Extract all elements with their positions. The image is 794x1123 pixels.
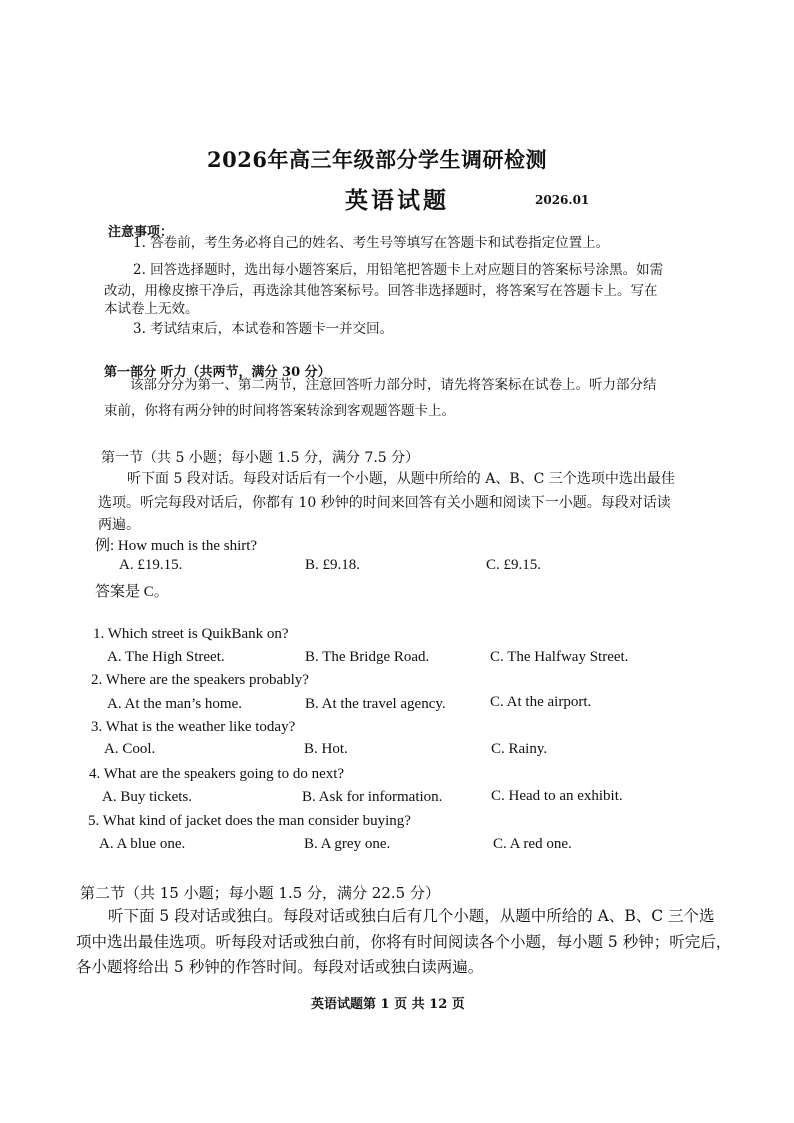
question-5: 5. What kind of jacket does the man consider buying? — [88, 813, 411, 829]
notes-item-2-line-1: 2. 回答选择题时，选出每小题答案后，用铅笔把答题卡上对应题目的答案标号涂黑。如需 — [133, 262, 664, 278]
part1-desc-line-1: 该部分分为第一、第二两节，注意回答听力部分时，请先将答案标在试卷上。听力部分结 — [130, 377, 657, 393]
example-answer: 答案是 C。 — [95, 584, 169, 600]
example-option-b: B. £9.18. — [305, 557, 361, 573]
question-1-option-b: B. The Bridge Road. — [305, 649, 430, 665]
notes-heading: 注意事项： — [108, 225, 174, 240]
question-5-option-b: B. A grey one. — [304, 836, 391, 852]
question-5-option-c: C. A red one. — [493, 836, 572, 852]
section1-desc-line-2: 选项。听完每段对话后，你都有 10 秒钟的时间来回答有关小题和阅读下一小题。每段对话读 — [98, 495, 671, 511]
question-1-option-c: C. The Halfway Street. — [490, 649, 629, 665]
section2-desc-line-2: 项中选出最佳选项。听每段对话或独白前，你将有时间阅读各个小题，每小题 5 秒钟；听完后， — [76, 933, 732, 951]
notes-item-1: 1. 答卷前，考生务必将自己的姓名、考生号等填写在答题卡和试卷指定位置上。 — [133, 235, 610, 251]
question-4-option-b: B. Ask for information. — [302, 789, 443, 805]
question-2: 2. Where are the speakers probably? — [91, 672, 309, 688]
question-5-option-a: A. A blue one. — [99, 836, 186, 852]
section2-heading: 第二节（共 15 小题；每小题 1.5 分，满分 22.5 分） — [80, 884, 440, 902]
question-3-option-c: C. Rainy. — [491, 741, 548, 757]
example-option-c: C. £9.15. — [486, 557, 542, 573]
question-3: 3. What is the weather like today? — [91, 719, 296, 735]
question-1-option-a: A. The High Street. — [107, 649, 225, 665]
exam-subtitle: 英语试题 — [345, 187, 449, 214]
section2-desc-line-1: 听下面 5 段对话或独白。每段对话或独白后有几个小题，从题中所给的 A、B、C 三个选 — [108, 907, 715, 925]
part1-desc-line-2: 束前，你将有两分钟的时间将答案转涂到客观题答题卡上。 — [104, 403, 455, 419]
example-option-a: A. £19.15. — [119, 557, 183, 573]
notes-item-2-line-3: 本试卷上无效。 — [104, 301, 199, 317]
exam-title: 2026年高三年级部分学生调研检测 — [207, 147, 547, 172]
question-2-option-a: A. At the man’s home. — [107, 696, 242, 712]
section1-desc-line-3: 两遍。 — [98, 517, 140, 533]
part1-heading: 第一部分 听力（共两节，满分 30 分） — [104, 365, 331, 380]
notes-item-2-line-2: 改动，用橡皮擦干净后，再选涂其他答案标号。回答非选择题时，将答案写在答题卡上。写在 — [104, 283, 658, 299]
notes-item-3: 3. 考试结束后，本试卷和答题卡一并交回。 — [133, 321, 394, 337]
question-2-option-b: B. At the travel agency. — [305, 696, 446, 712]
page-footer: 英语试题第 1 页 共 12 页 — [311, 997, 465, 1012]
question-3-option-a: A. Cool. — [104, 741, 156, 757]
exam-date: 2026.01 — [535, 193, 590, 207]
section2-desc-line-3: 各小题将给出 5 秒钟的作答时间。每段对话或独白读两遍。 — [76, 958, 484, 976]
example-question: 例: How much is the shirt? — [95, 538, 258, 554]
question-4-option-a: A. Buy tickets. — [102, 789, 192, 805]
question-4-option-c: C. Head to an exhibit. — [491, 788, 623, 804]
question-1: 1. Which street is QuikBank on? — [93, 626, 289, 642]
question-2-option-c: C. At the airport. — [490, 694, 592, 710]
question-3-option-b: B. Hot. — [304, 741, 348, 757]
section1-heading: 第一节（共 5 小题；每小题 1.5 分，满分 7.5 分） — [101, 450, 420, 466]
section1-desc-line-1: 听下面 5 段对话。每段对话后有一个小题，从题中所给的 A、B、C 三个选项中选出最佳 — [127, 471, 675, 487]
question-4: 4. What are the speakers going to do next? — [89, 766, 345, 782]
